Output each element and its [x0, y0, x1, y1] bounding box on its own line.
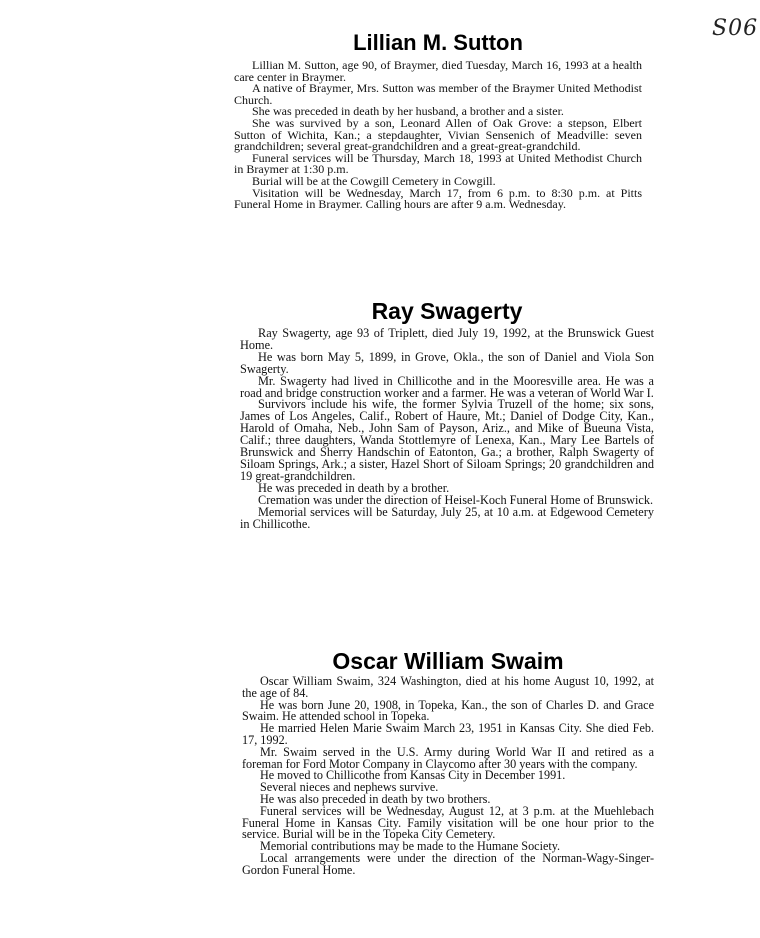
obituary-paragraph: Survivors include his wife, the former Sylvia Truzell of the home; six sons, James of Los Angeles, Calif., Robert of Haure, Mt.; Daniel of Dodge City, Kan., Harold of Omaha, Neb., John Sam of Payson, Ariz., and Mike of Bueuna Vista, Calif.; three daughters, Wanda Stottlemyre of Lenexa, Kan., Mary Lee Bartels of Brunswick and Sherry Handschin of Eatonton, Ga.; a brother, Ralph Swagerty of Siloam Springs, Ark.; a sister, Hazel Short of Siloam Springs; 20 grandchildren and 19 great-grandchildren.	[240, 397, 654, 483]
obituary-paragraph: He was born May 5, 1899, in Grove, Okla., the son of Daniel and Viola Son Swagerty.	[240, 349, 654, 376]
obituary-paragraph: Several nieces and nephews survive.	[260, 780, 439, 795]
obituary-paragraph: He married Helen Marie Swaim March 23, 1951 in Kansas City. She died Feb. 17, 1992.	[242, 721, 654, 747]
obituary-title: Oscar William Swaim	[332, 648, 564, 674]
obituary-paragraph: She was survived by a son, Leonard Allen of Oak Grove: a stepson, Elbert Sutton of Wichita, Kan.; a stepdaughter, Vivian Sensenich of Meadville: seven grandchildren; several great-grandchildren and a great-great-grandchild.	[234, 115, 642, 154]
obituary-paragraph: Visitation will be Wednesday, March 17, from 6 p.m. to 8:30 p.m. at Pitts Funeral Home in Braymer. Calling hours are after 9 a.m. Wednesday.	[234, 185, 642, 212]
obituary-title: Lillian M. Sutton	[353, 30, 523, 55]
obituary-paragraph: Cremation was under the direction of Heisel-Koch Funeral Home of Brunswick.	[258, 492, 654, 507]
obituary-paragraph: Oscar William Swaim, 324 Washington, died at his home August 10, 1992, at the age of 84.	[242, 674, 654, 700]
obituary-paragraph: He moved to Chillicothe from Kansas City in December 1991.	[260, 768, 566, 783]
obituary-body	[242, 676, 654, 877]
obituary-paragraph: Mr. Swagerty had lived in Chillicothe and in the Mooresville area. He was a road and bridge construction worker and a farmer. He was a veteran of World War I.	[240, 373, 654, 400]
obituary-paragraph: He was also preceded in death by two brothers.	[260, 791, 491, 806]
obituary-title: Ray Swagerty	[371, 298, 523, 324]
obituary-paragraph: He was preceded in death by a brother.	[258, 480, 450, 495]
obituary-lillian-sutton	[234, 30, 642, 211]
obituary-paragraph: Mr. Swaim served in the U.S. Army during World War II and retired as a foreman for Ford Motor Company in Claycomo after 30 years with the company.	[242, 744, 654, 771]
obituary-paragraph: Funeral services will be Thursday, March 18, 1993 at United Methodist Church in Braymer at 1:30 p.m.	[234, 150, 642, 177]
obituary-paragraph: Ray Swagerty, age 93 of Triplett, died July 19, 1992, at the Brunswick Guest Home.	[240, 326, 654, 352]
obituary-paragraph: Memorial services will be Saturday, July 25, at 10 a.m. at Edgewood Cemetery in Chillicothe.	[240, 504, 654, 531]
obituary-ray-swagerty	[240, 298, 654, 530]
obituary-paragraph: Lillian M. Sutton, age 90, of Braymer, died Tuesday, March 16, 1993 at a health care center in Braymer.	[234, 58, 642, 84]
obituary-paragraph: Local arrangements were under the direction of the Norman-Wagy-Singer-Gordon Funeral Home.	[242, 850, 654, 877]
obituary-oscar-swaim	[242, 648, 654, 877]
obituary-paragraph: Memorial contributions may be made to the Humane Society.	[260, 839, 561, 854]
obituary-paragraph: She was preceded in death by her husband, a brother and a sister.	[252, 104, 564, 119]
obituary-paragraph: Funeral services will be Wednesday, August 12, at 3 p.m. at the Muehlebach Funeral Home in Kansas City. Family visitation will be one hour prior to the service. Burial will be in the Topeka City Cemetery.	[242, 803, 654, 842]
obituary-body	[240, 328, 654, 530]
page-number: S06	[712, 16, 759, 41]
obituary-paragraph: Burial will be at the Cowgill Cemetery in Cowgill.	[252, 173, 496, 188]
obituary-body	[234, 60, 642, 211]
obituary-paragraph: A native of Braymer, Mrs. Sutton was member of the Braymer United Methodist Church.	[234, 81, 642, 107]
obituary-paragraph: He was born June 20, 1908, in Topeka, Kan., the son of Charles D. and Grace Swaim. He attended school in Topeka.	[242, 697, 654, 724]
